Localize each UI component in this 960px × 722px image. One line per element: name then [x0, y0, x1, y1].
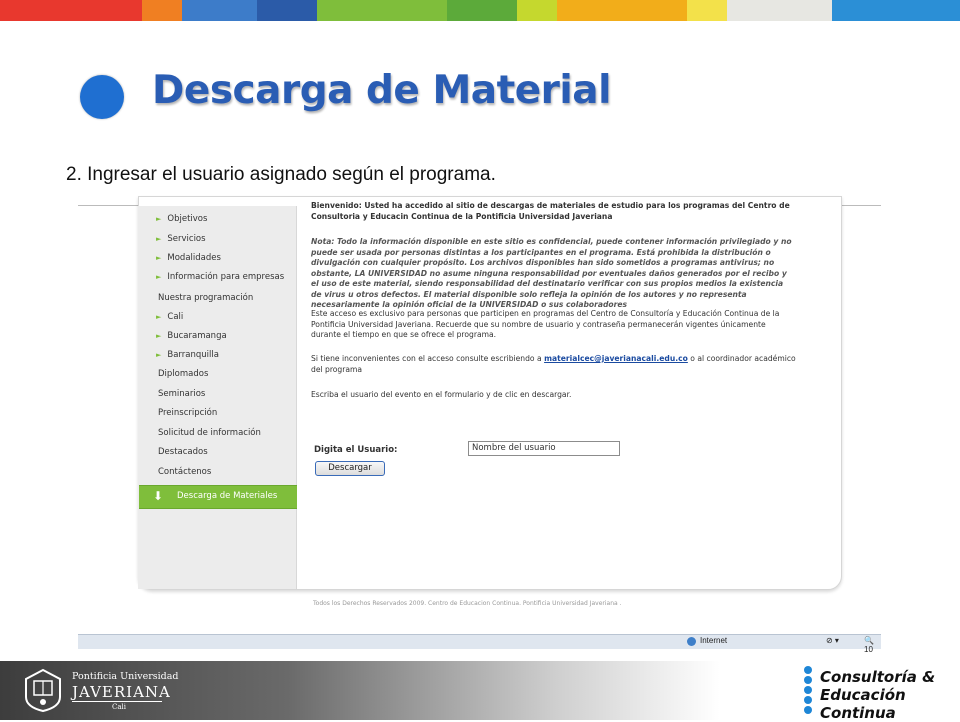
- sidebar-item-label: Objetivos: [167, 214, 208, 224]
- cec-logo-icon: [800, 665, 816, 717]
- sidebar-item-label: Contáctenos: [158, 467, 212, 477]
- download-icon: ⬇: [153, 489, 164, 503]
- title-bullet-icon: [80, 75, 124, 119]
- stripe-segment: [727, 0, 832, 21]
- sidebar-item-seminarios[interactable]: [158, 389, 205, 399]
- stripe-segment: [447, 0, 517, 21]
- university-name-line1: Pontificia Universidad: [72, 671, 179, 682]
- sidebar-item-contactenos[interactable]: [158, 467, 211, 477]
- triangle-right-icon: ►: [156, 351, 162, 359]
- university-crest-icon: [20, 667, 66, 713]
- sidebar-item-label: Solicitud de información: [158, 428, 261, 438]
- sidebar-item-label: Diplomados: [158, 369, 209, 379]
- sidebar-item-barranquilla[interactable]: [156, 350, 219, 360]
- user-field-label: Digita el Usuario:: [314, 445, 398, 455]
- stripe-segment: [0, 0, 142, 21]
- sidebar-item-cali[interactable]: [156, 312, 183, 322]
- cec-name-line2: Educación Continua: [820, 686, 906, 722]
- access-text: Este acceso es exclusivo para personas que participen en programas del Centro de Consultoría y Educación Continua de la Pontificia Universidad Javeriana. Recuerde que su nombre de usuario y contraseña permanecerán vigentes únicamente durante el tiempo en que se ofrece el programa.: [311, 309, 780, 339]
- download-button[interactable]: Descargar: [315, 461, 385, 476]
- triangle-right-icon: ►: [156, 332, 162, 340]
- sidebar-item-informacion-empresas[interactable]: [156, 272, 284, 282]
- sidebar-item-label: Destacados: [158, 447, 208, 457]
- sidebar-item-label: Preinscripción: [158, 408, 218, 418]
- sidebar-item-solicitud-informacion[interactable]: [158, 428, 261, 438]
- user-input[interactable]: Nombre del usuario: [468, 441, 620, 456]
- triangle-right-icon: ►: [156, 273, 162, 281]
- sidebar-item-destacados[interactable]: [158, 447, 208, 457]
- welcome-text: Bienvenido: Usted ha accedido al sitio de descargas de materiales de estudio para los programas del Centro de Consultoria y Educacin Continua de la Pontificia Universidad Javeriana: [311, 201, 790, 221]
- color-stripe: [0, 0, 960, 21]
- zoom-value: 10: [864, 645, 873, 654]
- protected-mode-icon[interactable]: ⊘ ▾: [826, 636, 839, 645]
- stripe-segment: [182, 0, 257, 21]
- sidebar-item-label: Modalidades: [167, 253, 221, 263]
- page-footer: Todos los Derechos Reservados 2009. Centro de Educacion Continua. Pontificia Universidad Javeriana .: [313, 600, 622, 607]
- sidebar-item-label: Servicios: [167, 234, 206, 244]
- security-zone: Internet: [700, 636, 728, 645]
- globe-icon: [687, 637, 696, 646]
- stripe-segment: [257, 0, 317, 21]
- browser-status-bar: [78, 634, 881, 654]
- triangle-right-icon: ►: [156, 215, 162, 223]
- zoom-level[interactable]: [864, 636, 881, 654]
- triangle-right-icon: ►: [156, 254, 162, 262]
- sidebar: [138, 206, 297, 589]
- sidebar-item-descarga-materiales[interactable]: [139, 485, 297, 509]
- sidebar-item-bucaramanga[interactable]: [156, 331, 227, 341]
- sidebar-item-label: Nuestra programación: [158, 293, 254, 303]
- sidebar-item-label: Bucaramanga: [167, 331, 227, 341]
- sidebar-item-diplomados[interactable]: [158, 369, 208, 379]
- sidebar-item-objetivos[interactable]: [156, 214, 207, 224]
- sidebar-item-modalidades[interactable]: [156, 253, 221, 263]
- university-name-line2: JAVERIANA: [72, 683, 171, 701]
- stripe-segment: [832, 0, 960, 21]
- contact-suffix: o al coordinador académico del programa: [311, 354, 796, 374]
- contact-email-link[interactable]: materialcec@javerianacali.edu.co: [544, 354, 688, 363]
- sidebar-item-label: Barranquilla: [167, 350, 219, 360]
- sidebar-item-label: Información para empresas: [167, 272, 285, 282]
- slide-title: Descarga de Material: [152, 68, 611, 113]
- stripe-segment: [517, 0, 557, 21]
- confidentiality-note: Nota: Todo la información disponible en este sitio es confidencial, puede contener información privilegiado y no puede ser usada por personas distintas a los participantes en el programa. Está prohibida la distribución o divulgación con cualquier propósito. Los archivos disponibles han sido sometidos a programas antivirus; no obstante, LA UNIVERSIDAD no asume ninguna responsabilidad por eventuales daños generados por el recibo y el uso de este material, siendo responsabilidad del destinatario verificar con sus propios medios la existencia de virus u otros defectos. El material disponible solo refleja la opinión de los autores y no representa necesariamente la opinión oficial de la UNIVERSIDAD o sus colaboradores: [311, 237, 792, 309]
- slide-instruction: 2. Ingresar el usuario asignado según el programa.: [66, 164, 496, 185]
- university-campus: Cali: [112, 703, 127, 711]
- triangle-right-icon: ►: [156, 235, 162, 243]
- browser-screenshot: [78, 201, 881, 654]
- sidebar-item-label: Cali: [167, 312, 184, 322]
- sidebar-item-servicios[interactable]: [156, 234, 206, 244]
- logo-divider: [72, 701, 162, 702]
- sidebar-item-label: Seminarios: [158, 389, 206, 399]
- contact-text: [311, 354, 796, 375]
- sidebar-item-nuestra-programacion[interactable]: [158, 293, 253, 303]
- form-instruction: Escriba el usuario del evento en el formulario y de clic en descargar.: [311, 390, 572, 399]
- stripe-segment: [687, 0, 727, 21]
- zoom-icon: 🔍: [864, 636, 874, 645]
- cec-name-line1: Consultoría &: [820, 668, 936, 686]
- stripe-segment: [557, 0, 687, 21]
- sidebar-item-label: Descarga de Materiales: [177, 491, 278, 501]
- sidebar-item-preinscripcion[interactable]: [158, 408, 217, 418]
- triangle-right-icon: ►: [156, 313, 162, 321]
- stripe-segment: [142, 0, 182, 21]
- stripe-segment: [317, 0, 447, 21]
- contact-prefix: Si tiene inconvenientes con el acceso consulte escribiendo a: [311, 354, 542, 363]
